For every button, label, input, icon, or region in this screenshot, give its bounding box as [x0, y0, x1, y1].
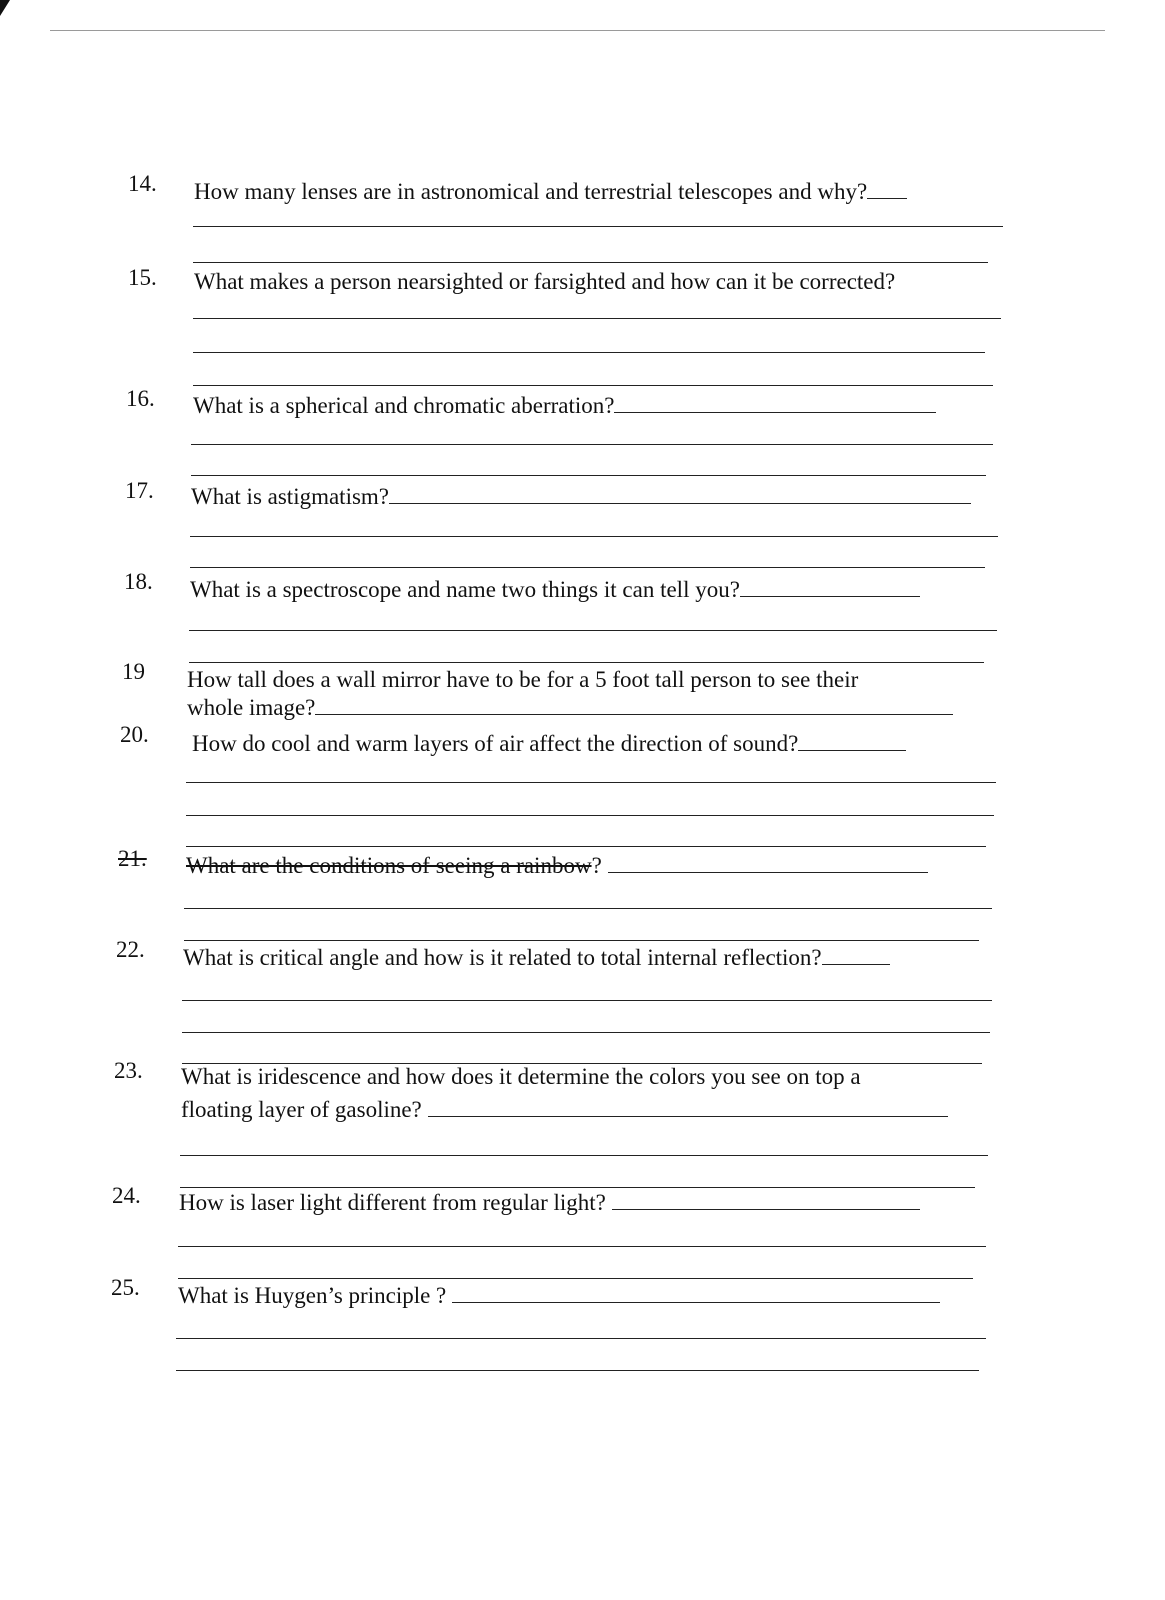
question-text-line-2: floating layer of gasoline? [181, 1094, 948, 1124]
answer-line[interactable] [193, 385, 993, 386]
question-number: 15. [128, 265, 157, 290]
question-text: What is a spectroscope and name two things it can tell you? [190, 574, 920, 604]
question-number: 21. [118, 846, 147, 871]
question-number: 25. [111, 1275, 140, 1300]
question-text-line-1: What is iridescence and how does it determine the colors you see on top a [181, 1064, 861, 1089]
answer-line[interactable] [191, 475, 986, 476]
question-number: 17. [125, 478, 154, 503]
question-text-line-1: How tall does a wall mirror have to be for a 5 foot tall person to see their [187, 667, 859, 692]
answer-line[interactable] [189, 630, 997, 631]
answer-line[interactable] [186, 782, 996, 783]
question-text: What is a spherical and chromatic aberration? [193, 390, 936, 420]
question-number: 23. [114, 1058, 143, 1083]
question-text: What is astigmatism? [191, 481, 971, 511]
answer-line[interactable] [176, 1370, 979, 1371]
answer-blank[interactable] [428, 1094, 948, 1117]
question-text: What makes a person nearsighted or farsighted and how can it be corrected? [194, 269, 896, 294]
answer-blank[interactable] [612, 1187, 920, 1210]
answer-blank[interactable] [740, 574, 920, 597]
answer-blank[interactable] [452, 1280, 940, 1303]
answer-line[interactable] [193, 226, 1003, 227]
question-number: 22. [116, 937, 145, 962]
question-number: 19 [122, 659, 145, 684]
top-rule [50, 30, 1105, 31]
answer-line[interactable] [178, 1278, 973, 1279]
answer-line[interactable] [193, 318, 1001, 319]
question-text: How many lenses are in astronomical and terrestrial telescopes and why? [194, 176, 907, 206]
question-number: 24. [112, 1183, 141, 1208]
answer-blank[interactable] [608, 850, 928, 873]
answer-line[interactable] [193, 352, 985, 353]
answer-line[interactable] [176, 1338, 986, 1339]
answer-blank[interactable] [822, 942, 890, 965]
question-text: What is Huygen’s principle ? [178, 1280, 940, 1310]
answer-line[interactable] [182, 1032, 990, 1033]
scan-corner-mark [0, 0, 10, 16]
answer-line[interactable] [184, 940, 979, 941]
answer-line[interactable] [182, 1000, 992, 1001]
question-number: 18. [124, 569, 153, 594]
answer-blank[interactable] [315, 692, 953, 715]
answer-line[interactable] [178, 1246, 986, 1247]
question-text: What is critical angle and how is it related to total internal reflection? [183, 942, 890, 972]
answer-line[interactable] [189, 662, 984, 663]
answer-line[interactable] [190, 567, 985, 568]
question-text-line-2: whole image? [187, 692, 953, 722]
question-number: 14. [128, 171, 157, 196]
answer-blank[interactable] [867, 176, 907, 199]
answer-line[interactable] [186, 815, 994, 816]
answer-blank[interactable] [614, 390, 936, 413]
answer-line[interactable] [180, 1155, 988, 1156]
answer-line[interactable] [186, 846, 986, 847]
answer-blank[interactable] [389, 481, 971, 504]
answer-line[interactable] [193, 262, 988, 263]
question-number: 16. [126, 386, 155, 411]
answer-line[interactable] [191, 444, 993, 445]
question-text: What are the conditions of seeing a rainbow? [186, 850, 928, 880]
question-number: 20. [120, 722, 149, 747]
answer-line[interactable] [184, 908, 992, 909]
question-text: How do cool and warm layers of air affect the direction of sound? [192, 728, 906, 758]
answer-line[interactable] [190, 536, 998, 537]
answer-blank[interactable] [798, 728, 906, 751]
question-text: How is laser light different from regular light? [179, 1187, 920, 1217]
